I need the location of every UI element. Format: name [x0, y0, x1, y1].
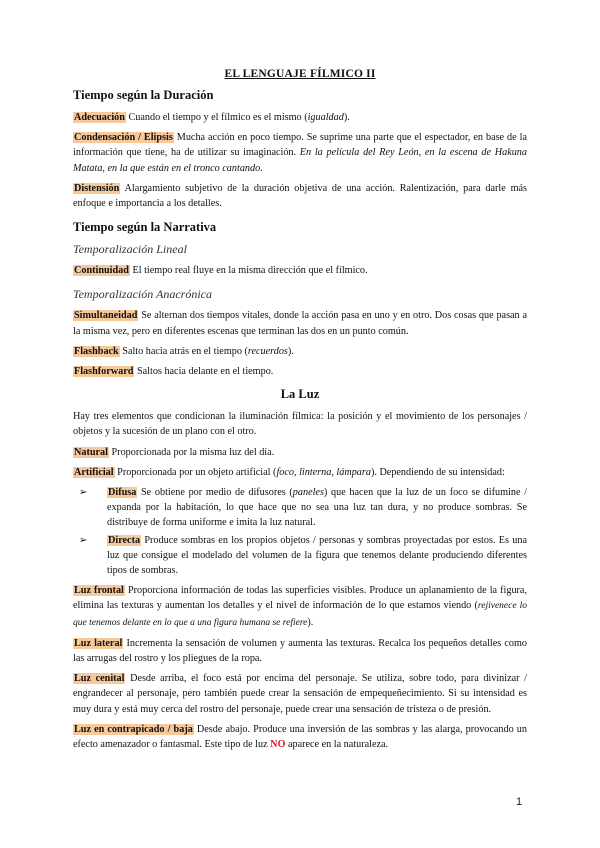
paragraph-luz-contrapicado: Luz en contrapicado / baja Desde abajo. Produce una inversión de las sombras y las alarga, provocando un efecto amenazador o fantasmal. Este tipo de luz NO aparece en la naturaleza.: [73, 723, 527, 751]
section-heading-duracion: Tiempo según la Duración: [73, 88, 214, 102]
list-item-difusa: ➢ Difusa Se obtiene por medio de difusores (paneles) que hacen que la luz de un foco se difumine / expanda por la habitación, lo que hace que no sea una luz tan dura, y no produce sombras. Se distribuye de forma uniforme e imita la luz natural.: [79, 487, 527, 529]
subheading-lineal: Temporalización Lineal: [73, 242, 187, 257]
paragraph-simultaneidad: Simultaneidad Se alternan dos tiempos vitales, donde la acción pasa en uno y en otro. Dos cosas que pasan a la misma vez, pero en diferentes escenas que terminan las dos en un punto común.: [73, 310, 527, 337]
list-item-directa: ➢ Directa Produce sombras en los propios objetos / personas y sombras proyectadas por estos. Es una luz que consigue el modelado del volumen de la figura que tenemos delante produciendo diferentes tipos de sombras.: [79, 534, 527, 577]
term-directa: Directa: [108, 534, 141, 546]
term-flashback: Flashback: [74, 345, 119, 357]
paragraph-luz-cenital: Luz cenital Desde arriba, el foco está por encima del personaje. Se utiliza, sobre todo, para divinizar / engrandecer al personaje, pero también puede crear la sensación de empequeñecimiento. Si su intensidad es muy dura y está muy cerca del rostro del personaje, puede crear una sensación de tristeza o de presión.: [73, 673, 527, 715]
term-natural: Natural: [74, 446, 108, 458]
paragraph-luz-intro: Hay tres elementos que condicionan la iluminación fílmica: la posición y el movimiento de los personajes / objetos y la sucesión de un plano con el otro.: [73, 411, 527, 438]
term-continuidad: Continuidad: [74, 265, 129, 277]
paragraph-flashforward: Flashforward Saltos hacia delante en el tiempo.: [74, 366, 274, 378]
paragraph-luz-lateral: Luz lateral Incrementa la sensación de volumen y aumenta las texturas. Recalca los pequeños detalles como las arrugas del rostro y los pliegues de la ropa.: [73, 637, 527, 665]
paragraph-continuidad: Continuidad El tiempo real fluye en la misma dirección que el fílmico.: [74, 265, 368, 277]
document-title: EL LENGUAJE FÍLMICO II: [224, 68, 376, 80]
term-flashforward: Flashforward: [74, 366, 134, 378]
paragraph-flashback: Flashback Salto hacia atrás en el tiempo (recuerdos).: [74, 345, 294, 357]
term-artificial: Artificial: [74, 466, 114, 478]
emphasis-no: NO: [270, 739, 286, 751]
term-luz-lateral: Luz lateral: [74, 637, 123, 649]
term-luz-contrapicado: Luz en contrapicado / baja: [74, 723, 193, 735]
term-luz-cenital: Luz cenital: [74, 673, 125, 685]
term-difusa: Difusa: [108, 487, 137, 499]
term-condensacion: Condensación / Elipsis: [74, 132, 173, 144]
term-luz-frontal: Luz frontal: [74, 585, 124, 597]
arrow-bullet-icon: ➢: [79, 534, 88, 546]
paragraph-distension: Distensión Alargamiento subjetivo de la duración objetiva de una acción. Ralentización, para darle más enfoque e importancia a los detalles.: [73, 182, 527, 210]
term-simultaneidad: Simultaneidad: [74, 310, 138, 322]
page-number: 1: [516, 796, 523, 808]
paragraph-condensacion: Condensación / Elipsis Mucha acción en poco tiempo. Se suprime una parte que el espectador, en base de la información que tiene, ha de utilizar su imaginación. En la película del Rey León, en la escena de Hakuna Matata, en la que están en el tronco cantando.: [73, 132, 527, 174]
artificial-light-list: [73, 485, 527, 578]
document-page: [73, 68, 527, 757]
paragraph-artificial: Artificial Proporcionada por un objeto artificial (foco, linterna, lámpara). Dependiendo de su intensidad:: [74, 466, 505, 478]
term-distension: Distensión: [74, 182, 120, 194]
term-adecuacion: Adecuación: [74, 112, 125, 123]
section-heading-luz: La Luz: [280, 387, 320, 402]
paragraph-natural: Natural Proporcionada por la misma luz del día.: [74, 446, 275, 458]
subheading-anacronica: Temporalización Anacrónica: [73, 287, 213, 302]
paragraph-luz-frontal: Luz frontal Proporciona información de todas las superficies visibles. Produce un aplanamiento de la figura, elimina las texturas y aumentan los detalles y el nivel de información de lo que estamos viendo (rejivenece lo que tenemos delante en lo que a una figura humana se refiere).: [73, 585, 527, 628]
paragraph-adecuacion: Adecuación Cuando el tiempo y el fílmico es el mismo (igualdad).: [74, 112, 350, 123]
arrow-bullet-icon: ➢: [79, 487, 88, 499]
section-heading-narrativa: Tiempo según la Narrativa: [73, 220, 217, 235]
